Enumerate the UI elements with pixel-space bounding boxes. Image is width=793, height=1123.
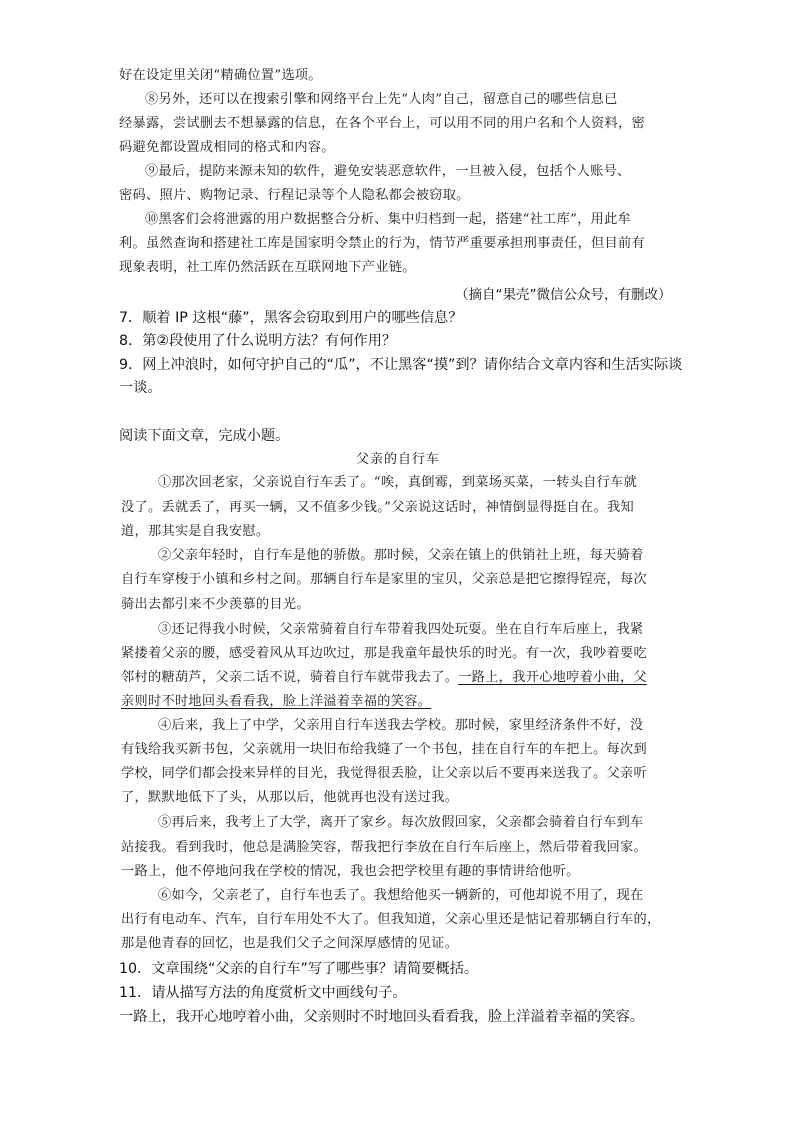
article2-line: ④后来，我上了中学，父亲用自行车送我去学校。那时候，家里经济条件不好，没 [158, 718, 644, 733]
article2-line: 有钱给我买新书包，父亲就用一块旧布给我缝了一个书包，挂在自行车的车把上。每次到 [121, 742, 648, 757]
article2-line [121, 668, 647, 688]
article2-line: 骑出去都引来不少羡慕的目光。 [121, 597, 310, 612]
article2-line: ③还记得我小时候，父亲常骑着自行车带着我四处玩耍。坐在自行车后座上，我紧 [158, 622, 644, 637]
article2-line: 自行车穿梭于小镇和乡村之间。那辆自行车是家里的宝贝，父亲总是把它擦得锃亮，每次 [121, 572, 648, 587]
article1-line: ⑩黑客们会将泄露的用户数据整合分析、集中归档到一起，搭建“社工库”，用此牟 [145, 212, 632, 227]
question-7: 7．顺着 IP 这根“藤”，黑客会窃取到用户的哪些信息？ [119, 310, 463, 326]
article2-line: ①那次回老家，父亲说自行车丢了。“唉，真倒霉，到菜场买菜，一转头自行车就 [158, 475, 638, 490]
article2-text: 邻村的糖葫芦，父亲二话不说，骑着自行车就带我去了。 [121, 670, 459, 685]
question-9-continued: 一谈。 [119, 380, 162, 396]
article1-source: （摘自“果壳”微信公众号，有删改） [455, 287, 672, 303]
article1-line: 密码、照片、购物记录、行程记录等个人隐私都会被窃取。 [119, 188, 470, 203]
article1-line: 好在设定里关闭“精确位置”选项。 [119, 68, 322, 83]
article1-line: 经暴露，尝试删去不想暴露的信息，在各个平台上，可以用不同的用户名和个人资料，密 [119, 116, 646, 131]
question-11-quoted-sentence: 一路上，我开心地哼着小曲，父亲则时不时地回头看看我，脸上洋溢着幸福的笑容。 [119, 1009, 644, 1025]
article2-line: 一路上，他不停地问我在学校的情况，我也会把学校里有趣的事情讲给他听。 [121, 864, 580, 879]
article2-line [121, 692, 431, 712]
article2-line: 紧搂着父亲的腰，感受着风从耳边吹过，那是我童年最快乐的时光。有一次，我吵着要吃 [121, 646, 648, 661]
question-8: 8．第②段使用了什么说明方法？有何作用？ [119, 333, 397, 349]
article1-line: ⑨最后，提防来源未知的软件，避免安装恶意软件，一旦被入侵，包括个人账号、 [145, 164, 631, 179]
article1-line: 现象表明，社工库仍然活跃在互联网地下产业链。 [119, 260, 416, 275]
article1-line: ⑧另外，还可以在搜索引擎和网络平台上先“人肉”自己，留意自己的哪些信息已 [145, 92, 618, 107]
article1-line: 利。虽然查询和搭建社工库是国家明令禁止的行为，情节严重要承担刑事责任，但目前有 [119, 236, 646, 251]
article2-line: ⑥如今，父亲老了，自行车也丢了。我想给他买一辆新的，可他却说不用了，现在 [158, 888, 644, 903]
article2-line: ⑤再后来，我考上了大学，离开了家乡。每次放假回家，父亲都会骑着自行车到车 [158, 815, 644, 830]
article1-line: 码避免都设置成相同的格式和内容。 [119, 140, 335, 155]
question-9: 9．网上冲浪时，如何守护自己的“瓜”，不让黑客“摸”到？请你结合文章内容和生活实际谈 [119, 357, 683, 373]
article2-line: 出行有电动车、汽车，自行车用处不大了。但我知道，父亲心里还是惦记着那辆自行车的， [121, 912, 661, 927]
underlined-sentence: 一路上，我开心地哼着小曲，父 [458, 670, 648, 685]
reading-instruction: 阅读下面文章，完成小题。 [119, 428, 290, 444]
question-10: 10．文章围绕“父亲的自行车”写了哪些事？请简要概括。 [119, 961, 479, 977]
article2-line: 那是他青春的回忆，也是我们父子之间深厚感情的见证。 [121, 936, 459, 951]
article2-line: 道，那其实是自我安慰。 [121, 524, 270, 539]
question-11: 11．请从描写方法的角度赏析文中画线句子。 [119, 985, 407, 1001]
article2-line: 站接我。看到我时，他总是满脸笑容，帮我把行李放在自行车后座上，然后带着我回家。 [121, 840, 648, 855]
underlined-sentence: 亲则时不时地回头看看我，脸上洋溢着幸福的笑容。 [121, 694, 432, 709]
article2-title: 父亲的自行车 [356, 452, 441, 467]
article2-line: 没了。丢就丢了，再买一辆，又不值多少钱。”父亲说这话时，神情倒显得挺自在。我知 [121, 500, 634, 515]
article2-line: 了，默默地低下了头，从那以后，他就再也没有送过我。 [121, 790, 459, 805]
article2-line: ②父亲年轻时，自行车是他的骄傲。那时候，父亲在镇上的供销社上班，每天骑着 [158, 548, 644, 563]
article2-line: 学校，同学们都会投来异样的目光，我觉得很丢脸，让父亲以后不要再来送我了。父亲听 [121, 766, 648, 781]
